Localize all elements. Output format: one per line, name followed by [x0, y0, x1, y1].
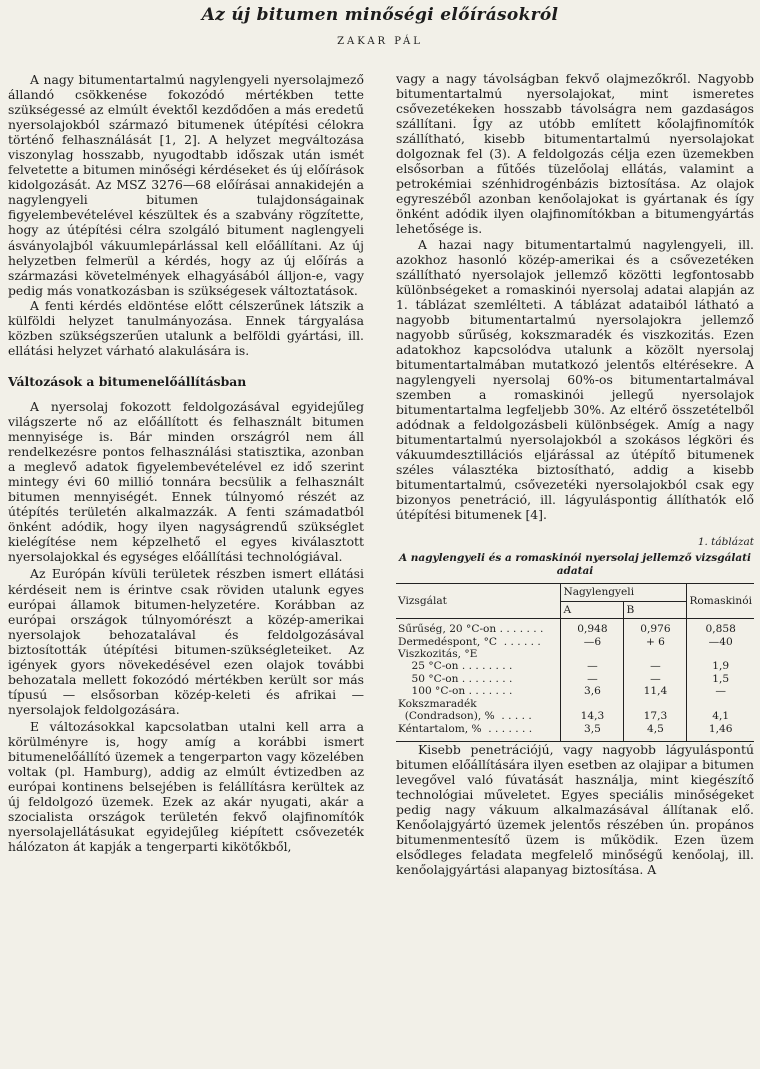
- cell-a: 3,5: [561, 723, 624, 742]
- cell-a: —6: [561, 636, 624, 648]
- row-label: (Condradson), % . . . . .: [398, 710, 532, 723]
- paragraph: Az Európán kívüli területek részben ismert ellátási kérdéseit nem is érintve csak röviden utalunk egyes európai államok bitumen-helyzetére. Korábban az európai országok túlnyomórészt a közép-amerikai nyersolajok behozatalával és feldolgozásával biztosították útépítési bitumen-szükségleteiket. Az igények gyors növekedésével ezen olajok további behozatala mellett fokozódó mértékben került sor más típusú — elsősorban közép-keleti és afrikai — nyersolajok feldolgozására.: [8, 566, 364, 717]
- cell-b: 0,976: [624, 619, 687, 636]
- cell-b: —: [624, 673, 687, 685]
- right-column: [396, 71, 754, 1061]
- cell-b: 17,3: [624, 710, 687, 722]
- row-label: Dermedéspont, °C . . . . . .: [398, 635, 541, 648]
- row-label: Sűrűség, 20 °C-on . . . . . . .: [398, 623, 544, 636]
- cell-b: [624, 698, 687, 710]
- header-romaskinoi: Romaskinói: [687, 584, 754, 619]
- cell-r: 0,858: [687, 619, 754, 636]
- table-row: [396, 660, 754, 672]
- cell-b: [624, 648, 687, 660]
- cell-a: 0,948: [561, 619, 624, 636]
- row-label: Kéntartalom, % . . . . . . .: [398, 722, 533, 735]
- header-a: A: [561, 601, 624, 618]
- cell-r: —: [687, 685, 754, 697]
- table-row: [396, 619, 754, 636]
- cell-b: —: [624, 660, 687, 672]
- cell-a: 3,6: [561, 685, 624, 697]
- left-column: [8, 72, 364, 1062]
- cell-a: [561, 648, 624, 660]
- table-number: 1. táblázat: [697, 536, 754, 549]
- cell-r: [687, 698, 754, 710]
- header-b: B: [624, 601, 687, 618]
- table-row: [396, 648, 754, 660]
- row-label: Viszkozitás, °E: [398, 648, 478, 661]
- paragraph: E változásokkal kapcsolatban utalni kell arra a körülményre is, hogy amíg a korábbi ismert bitumenelőállító üzemek a tengerparton vagy közelében voltak (pl. Hamburg), addig az elmúlt évtizedben az európai kontinens belsejében is felállításra kerültek az új feldolgozó üzemek. Ezek az akár nyugati, akár a szocialista országok területén fekvő olajfinomítók nyersolajellátásukat egyidejűleg kiépített csővezeték hálózaton át kapják a tengerparti kikötőkből,: [8, 718, 364, 855]
- paragraph: A nyersolaj fokozott feldolgozásával egyidejűleg világszerte nő az előállított és felhasznált bitumen mennyisége is. Bár minden országról nem áll rendelkezésre pontos felhasználási statisztika, azonban a meglevő adatok figyelembevételével ez idő szerint mintegy évi 60 millió tonnára becsülik a felhasznált bitumen mennyiségét. Ennek túlnyomó részét az útépítés területén alkalmazzák. A fenti számadatból önként adódik, hogy ilyen nagyságrendű szükséglet kielégítése nem képzelhető el egyes kiválasztott nyersolajokkal és egységes előállítási technológiával.: [8, 398, 364, 565]
- cell-b: + 6: [624, 636, 687, 648]
- cell-r: 1,5: [687, 673, 754, 685]
- section-heading: Változások a bitumenelőállításban: [8, 373, 247, 389]
- cell-r: 1,9: [687, 660, 754, 672]
- cell-b: 11,4: [624, 685, 687, 697]
- row-label: 25 °C-on . . . . . . . .: [398, 660, 513, 673]
- cell-r: —40: [687, 636, 754, 648]
- article-title: Az új bitumen minőségi előírásokról: [201, 5, 559, 25]
- cell-r: 1,46: [687, 723, 754, 742]
- row-label: 100 °C-on . . . . . . .: [398, 685, 513, 698]
- cell-b: 4,5: [624, 723, 687, 742]
- table-row: [396, 685, 754, 697]
- paragraph: A hazai nagy bitumentartalmú nagylengyeli, ill. azokhoz hasonló közép-amerikai és a csővezetéken szállítható nyersolajok jellemző közötti legfontosabb különbségeket a romaskinói nyersolaj adatai alapján az 1. táblázat szemlélteti. A táblázat adataiból látható a nagyobb bitumentartalmú nyersolajokra jellemző nagyobb sűrűség, kokszmaradék és viszkozitás. Ezen adatokhoz kapcsolódva utalunk a közölt nyersolaj bitumentartalmában mutatkozó jelentős eltérésekre. A nagylengyeli nyersolaj 60%-os bitumentartalmával szemben a romaskinói jellegű nyersolajok bitumentartalma legfeljebb 30%. Az eltérő összetételből adódnak a feldolgozásbeli különbségek. Amíg a nagy bitumentartalmú nyersolajokból a szokásos légköri és vákuumdesztillációs eljárással az útépítő bitumenek széles választéka biztosítható, addig a kisebb bitumentartalmú, csővezetéki nyersolajokból csak egy bizonyos penetráció, ill. lágyuláspontig állíthatók elő útépítési bitumenek [4].: [396, 236, 754, 523]
- cell-a: 14,3: [561, 710, 624, 722]
- row-label: 50 °C-on . . . . . . . .: [398, 672, 513, 685]
- article-author: ZAKAR PÁL: [337, 36, 423, 47]
- row-label: Kokszmaradék: [398, 697, 477, 710]
- paragraph: A fenti kérdés eldöntése előtt célszerűnek látszik a külföldi helyzet tanulmányozása. Ennek tárgyalása közben szükségszerűen utalunk a belföldi gyártási, ill. ellátási helyzet várható alakulására is.: [8, 297, 364, 358]
- header-nagylengyeli: Nagylengyeli: [561, 584, 687, 601]
- cell-a: —: [561, 660, 624, 672]
- table-row: [396, 673, 754, 685]
- table-row: [396, 723, 754, 742]
- table-row: [396, 636, 754, 648]
- cell-r: 4,1: [687, 710, 754, 722]
- table-row: [396, 710, 754, 722]
- header-vizsgalat: Vizsgálat: [396, 584, 561, 619]
- cell-a: —: [561, 673, 624, 685]
- data-table: [396, 583, 754, 741]
- paragraph: A nagy bitumentartalmú nagylengyeli nyersolajmező állandó csökkenése fokozódó mértékben tette szükségessé az elmúlt évektől kezdődően a más eredetű nyersolajokból származó bitumenek útépítési célokra történő felhasználását [1, 2]. A helyzet megváltozása viszonylag hosszabb, nyugodtabb időszak után ismét felvetette a bitumen minőségi kérdéseket és új előírások kidolgozását. Az MSZ 3276—68 előírásai annakidején a nagylengyeli bitumen tulajdonságainak figyelembevételével készültek és a szabvány rögzítette, hogy az útépítési célra szolgáló bitument naglengyeli ásványolajból vákuumlepárlással kell előállítani. Az új helyzetben felmerül a kérdés, hogy az új előírás a származási követelmények elhagyásából álljon-e, vagy pedig más vonatkozásban is szükségesek változtatások.: [8, 72, 364, 298]
- table-caption: A nagylengyeli és a romaskinói nyersolaj jellemző vizsgálati adatai: [398, 552, 752, 578]
- table-row: [396, 698, 754, 710]
- cell-a: [561, 698, 624, 710]
- cell-r: [687, 648, 754, 660]
- paragraph: vagy a nagy távolságban fekvő olajmezőkről. Nagyobb bitumentartalmú nyersolajokat, mint ismeretes csővezetékeken hosszabb távolságra nem gazdaságos szállítani. Így az utóbb említett kőolajfinomítók szállítható, kisebb bitumentartalmú nyersolajokat dolgoznak fel (3). A feldolgozás célja ezen üzemekben elsősorban a fűtőés tüzelőolaj ellátás, valamint a petrokémiai szénhidrogénbázis biztosítása. Az olajok egyreszéből azonban kenőolajokat is gyártanak és így önként adódik ilyen olajfinomítókban a bitumengyártás lehetősége is.: [396, 71, 754, 237]
- paragraph: Kisebb penetrációjú, vagy nagyobb lágyuláspontú bitumen előállítására ilyen esetben az olajipar a bitumen levegővel való fúvatását használja, mint kiegészítő technológiai műveletet. Egyes speciális minőségeket pedig nagy vákuum alkalmazásával állítanak elő. Kenőolajgyártó üzemek jelentős részében ún. propános bitumenmentesítő üzem is működik. Ezen üzem elsődleges feladata megfelelő minőségű kenőolaj, ill. kenőolajgyártási alapanyag biztosítása. A: [396, 741, 754, 878]
